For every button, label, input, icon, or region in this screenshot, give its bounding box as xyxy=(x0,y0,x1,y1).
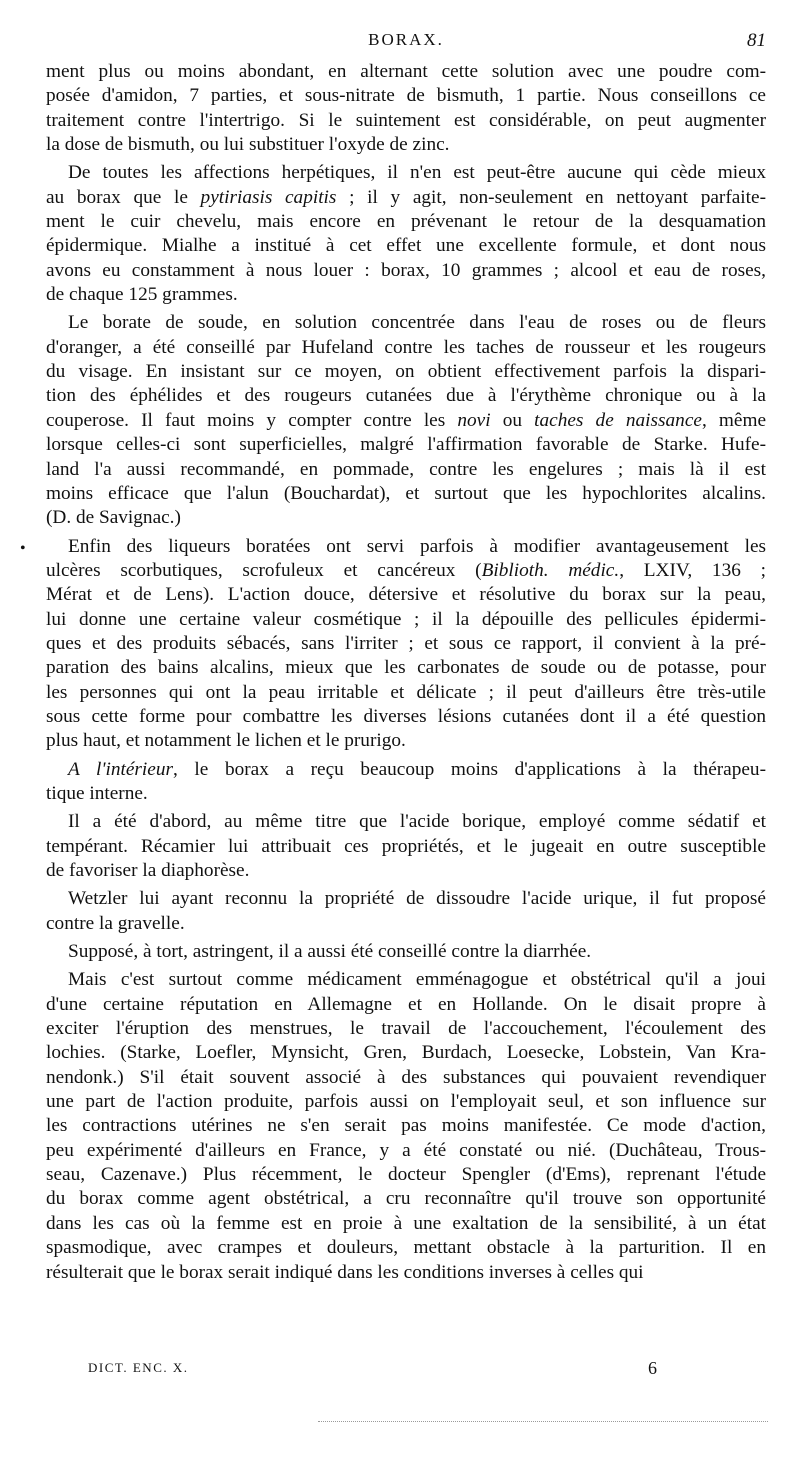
text-line: résulterait que le borax serait indiqué dans les conditions inverses à celles qui xyxy=(46,1261,644,1283)
running-title: BORAX. xyxy=(368,30,444,49)
text-line: la dose de bismuth, ou lui substituer l'oxyde de zinc. xyxy=(46,134,450,156)
text-line: traitement contre l'intertrigo. Si le suintement est considérable, on peut augmenter xyxy=(46,109,766,131)
text-line: lui donne une certaine valeur cosmétique ; il la dépouille des pellicules épidermi- xyxy=(46,608,766,630)
paragraph xyxy=(46,758,766,807)
text-line: Le borate de soude, en solution concentrée dans l'eau de roses ou de fleurs xyxy=(68,312,766,334)
text-line: les contractions utérines ne s'en serait pas moins manifestée. Ce mode d'action, xyxy=(46,1115,766,1137)
text-line: (D. de Savignac.) xyxy=(46,507,181,529)
text-line: plus haut, et notamment le lichen et le prurigo. xyxy=(46,730,406,752)
text-line: land l'a aussi recommandé, en pommade, contre les engelures ; mais là il est xyxy=(46,458,766,480)
text-line: De toutes les affections herpétiques, il n'en est peut-être aucune qui cède mieux xyxy=(68,162,766,184)
text-line: moins efficace que l'alun (Bouchardat), et surtout que les hypochlorites alcalins. xyxy=(46,482,766,504)
text-line: Supposé, à tort, astringent, il a aussi été conseillé contre la diarrhée. xyxy=(68,941,592,963)
text-line: sous cette forme pour combattre les diverses lésions cutanées dont il a été question xyxy=(46,705,766,727)
text-line: ment plus ou moins abondant, en alternant cette solution avec une poudre com- xyxy=(46,61,766,82)
paragraph xyxy=(46,311,766,530)
text-line: paration des bains alcalins, mieux que les carbonates de soude ou de potasse, pour xyxy=(46,657,766,679)
text-line: d'oranger, a été conseillé par Hufeland contre les taches de rousseur et les rougeurs xyxy=(46,336,766,358)
text-line: avons eu constamment à nous louer : borax, 10 grammes ; alcool et eau de roses, xyxy=(46,259,766,281)
page-footer xyxy=(88,1358,688,1382)
text-line: Mérat et de Lens). L'action douce, détersive et résolutive du borax sur la peau, xyxy=(46,584,766,606)
text-line: les personnes qui ont la peau irritable et délicate ; il peut d'ailleurs être très-utile xyxy=(46,681,766,703)
running-head xyxy=(46,30,766,54)
text-line: tique interne. xyxy=(46,782,148,804)
text-line: lorsque celles-ci sont superficielles, malgré l'affirmation favorable de Starke. Hufe- xyxy=(46,434,766,456)
text-line: du borax comme agent obstétrical, a cru reconnaître qu'il trouve son opportunité xyxy=(46,1188,766,1210)
text-line: une part de l'action produite, parfois aussi on l'employait seul, et son influence sur xyxy=(46,1091,766,1113)
text-line: lochies. (Starke, Loefler, Mynsicht, Gren, Burdach, Loesecke, Lobstein, Van Kra- xyxy=(46,1042,766,1064)
paragraph xyxy=(46,968,766,1284)
paragraph xyxy=(46,887,766,936)
paragraph xyxy=(46,940,766,964)
text-line: seau, Cazenave.) Plus récemment, le docteur Spengler (d'Ems), reprenant l'étude xyxy=(46,1164,766,1186)
text-line: Enfin des liqueurs boratées ont servi parfois à modifier avantageusement les xyxy=(68,535,766,557)
text-line: ment le cuir chevelu, mais encore en prévenant le retour de la desquamation xyxy=(46,211,766,233)
paragraph xyxy=(46,60,766,157)
body-text xyxy=(46,60,766,1289)
text-line: Wetzler lui ayant reconnu la propriété de dissoudre l'acide urique, il fut proposé xyxy=(68,888,766,910)
text-line: tempérant. Récamier lui attribuait ces propriétés, et le jugeait en outre susceptible xyxy=(46,835,766,857)
text-line: épidermique. Mialhe a institué à cet effet une excellente formule, et dont nous xyxy=(46,235,766,257)
text-line: au borax que le pytiriasis capitis ; il y agit, non-seulement en nettoyant parfaite- xyxy=(46,186,766,208)
text-line: A l'intérieur, le borax a reçu beaucoup moins d'applications à la thérapeu- xyxy=(68,758,766,780)
text-line: Il a été d'abord, au même titre que l'acide borique, employé comme sédatif et xyxy=(68,811,766,833)
text-line: tion des éphélides et des rougeurs cutanées due à l'érythème chronique ou à la xyxy=(46,385,766,407)
text-line: du visage. En insistant sur ce moyen, on obtient effectivement parfois la dispari- xyxy=(46,361,766,383)
text-line: exciter l'éruption des menstrues, le travail de l'accouchement, l'écoulement des xyxy=(46,1018,766,1040)
sheet-number: 6 xyxy=(648,1358,657,1378)
page-number: 81 xyxy=(747,30,766,51)
text-line: nendonk.) S'il était souvent associé à des substances qui pouvaient revendiquer xyxy=(46,1066,766,1088)
paragraph xyxy=(46,810,766,883)
bottom-dotted-rule xyxy=(318,1421,768,1423)
text-line: de chaque 125 grammes. xyxy=(46,284,238,306)
text-line: spasmodique, avec crampes et douleurs, mettant obstacle à la parturition. Il en xyxy=(46,1237,766,1259)
text-line: de favoriser la diaphorèse. xyxy=(46,860,250,881)
text-line: dans les cas où la femme est en proie à une exaltation de la sensibilité, à un état xyxy=(46,1212,766,1234)
signature-mark: DICT. ENC. X. xyxy=(88,1360,189,1375)
margin-mark: • xyxy=(20,540,26,557)
text-line: ulcères scorbutiques, scrofuleux et cancéreux (Biblioth. médic., LXIV, 136 ; xyxy=(46,559,766,581)
paragraph xyxy=(46,161,766,307)
text-line: Mais c'est surtout comme médicament emménagogue et obstétrical qu'il a joui xyxy=(68,969,766,991)
text-line: contre la gravelle. xyxy=(46,912,185,934)
paragraph xyxy=(46,535,766,754)
text-line: d'une certaine réputation en Allemagne et en Hollande. On le disait propre à xyxy=(46,993,766,1015)
text-line: ques et des produits sébacés, sans l'irriter ; et sous ce rapport, il convient à la pré- xyxy=(46,632,766,654)
text-line: posée d'amidon, 7 parties, et sous-nitrate de bismuth, 1 partie. Nous conseillons ce xyxy=(46,85,766,107)
text-line: couperose. Il faut moins y compter contre les novi ou taches de naissance, même xyxy=(46,409,767,431)
text-line: peu expérimenté d'ailleurs en France, y a été constaté ou nié. (Duchâteau, Trous- xyxy=(46,1139,766,1161)
